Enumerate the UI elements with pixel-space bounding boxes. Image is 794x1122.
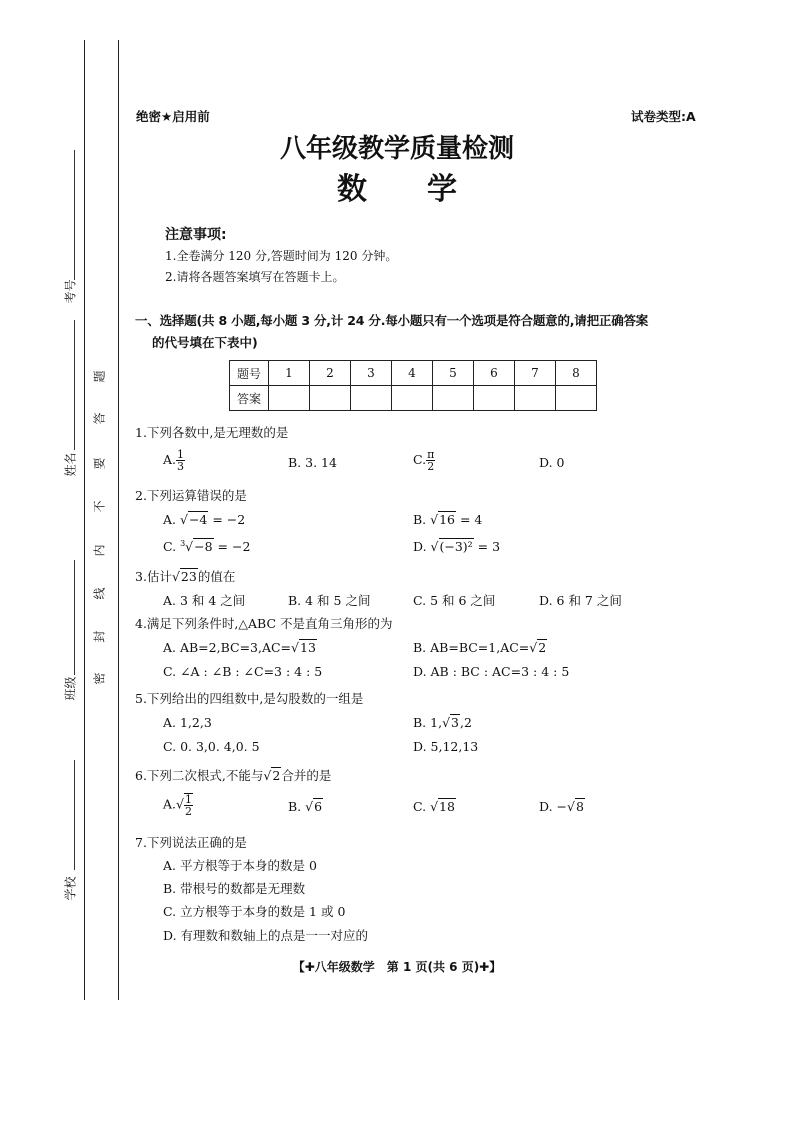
q3-option-b: B. 4 和 5 之间: [288, 593, 371, 608]
q4-option-b: B. AB=BC=1,AC=√2: [413, 640, 547, 655]
notes-item: 2.请将各题答案填写在答题卡上。: [165, 270, 345, 284]
question-4: 4.满足下列条件时,△ABC 不是直角三角形的为: [135, 616, 393, 631]
q6-option-c: C. √18: [413, 799, 455, 814]
q7-option-c: C. 立方根等于本身的数是 1 或 0: [163, 904, 346, 919]
q4-option-d: D. AB : BC : AC=3 : 4 : 5: [413, 664, 570, 679]
q3-option-d: D. 6 和 7 之间: [539, 593, 622, 608]
table-cell: 6: [474, 361, 515, 386]
paper-type: 试卷类型:A: [631, 109, 696, 124]
table-answer-label: 答案: [230, 386, 269, 411]
name-label: 姓名: [63, 452, 78, 477]
answer-cell[interactable]: [351, 386, 392, 411]
question-6: 6.下列二次根式,不能与√2合并的是: [135, 768, 332, 783]
seal-char: 不: [92, 500, 107, 513]
q5-option-d: D. 5,12,13: [413, 739, 479, 754]
answer-table: [229, 360, 597, 411]
question-7: 7.下列说法正确的是: [135, 835, 247, 850]
table-cell: 3: [351, 361, 392, 386]
seal-char: 封: [92, 630, 107, 643]
class-underline: [74, 560, 75, 675]
table-cell: 4: [392, 361, 433, 386]
table-cell: 7: [515, 361, 556, 386]
q1-option-a: A. $\frac{1}{3}$: [163, 448, 185, 473]
school-label: 学校: [63, 876, 78, 901]
notes-heading: 注意事项:: [165, 227, 227, 243]
question-2: 2.下列运算错误的是: [135, 488, 247, 503]
table-cell: 1: [269, 361, 310, 386]
q3-option-c: C. 5 和 6 之间: [413, 593, 496, 608]
q6-option-d: D. −√8: [539, 799, 584, 814]
q5-option-c: C. 0. 3,0. 4,0. 5: [163, 739, 260, 754]
class-label: 班级: [63, 676, 78, 701]
section-heading: 一、选择题(共 8 小题,每小题 3 分,计 24 分.每小题只有一个选项是符合题意的,请把正确答案: [135, 313, 649, 328]
table-header-label: 题号: [230, 361, 269, 386]
q3-option-a: A. 3 和 4 之间: [163, 593, 246, 608]
q2-option-d: D. √(−3)² = 3: [413, 539, 501, 554]
q4-option-a: A. AB=2,BC=3,AC=√13: [163, 640, 316, 655]
q5-option-b: B. 1,√3,2: [413, 715, 472, 730]
answer-cell[interactable]: [515, 386, 556, 411]
page-footer: 【✚八年级数学 第 1 页(共 6 页)✚】: [292, 960, 502, 974]
question-3: 3.估计√23的值在: [135, 569, 236, 584]
school-underline: [74, 760, 75, 870]
q2-option-c: C. $^3$√−8 = −2: [163, 539, 251, 555]
exam-no-label: 考号: [63, 279, 78, 304]
seal-char: 内: [92, 544, 107, 557]
seal-char: 要: [92, 457, 107, 470]
q1-option-c: C. $\frac{\pi}{2}$: [413, 448, 435, 473]
section-heading-cont: 的代号填在下表中): [152, 335, 258, 350]
question-5: 5.下列给出的四组数中,是勾股数的一组是: [135, 691, 364, 706]
answer-cell[interactable]: [433, 386, 474, 411]
q5-option-a: A. 1,2,3: [163, 715, 212, 730]
table-cell: 5: [433, 361, 474, 386]
q6-option-a: A.√ $\frac{1}{2}$: [163, 793, 192, 818]
q2-option-b: B. √16 = 4: [413, 512, 483, 527]
seal-char: 答: [92, 412, 107, 425]
notes-item: 1.全卷满分 120 分,答题时间为 120 分钟。: [165, 249, 398, 263]
q7-option-a: A. 平方根等于本身的数是 0: [163, 858, 317, 873]
page-title: 八年级教学质量检测: [279, 134, 514, 164]
subject-title: 数 学: [337, 172, 457, 207]
q4-option-c: C. ∠A : ∠B : ∠C=3 : 4 : 5: [163, 664, 323, 679]
answer-cell[interactable]: [474, 386, 515, 411]
seal-char: 密: [92, 672, 107, 685]
q2-option-a: A. √−4 = −2: [163, 512, 246, 527]
answer-cell[interactable]: [310, 386, 351, 411]
seal-char: 题: [92, 370, 107, 383]
answer-cell[interactable]: [392, 386, 433, 411]
q7-option-b: B. 带根号的数都是无理数: [163, 881, 306, 896]
table-cell: 8: [556, 361, 597, 386]
secret-label: 绝密★启用前: [136, 109, 210, 124]
q1-option-b: B. 3. 14: [288, 455, 337, 470]
q7-option-d: D. 有理数和数轴上的点是一一对应的: [163, 928, 369, 943]
q1-option-d: D. 0: [539, 455, 565, 470]
question-1: 1.下列各数中,是无理数的是: [135, 425, 289, 440]
answer-cell[interactable]: [556, 386, 597, 411]
answer-cell[interactable]: [269, 386, 310, 411]
table-cell: 2: [310, 361, 351, 386]
name-underline: [74, 320, 75, 450]
q6-option-b: B. √6: [288, 799, 323, 814]
seal-char: 线: [92, 587, 107, 600]
